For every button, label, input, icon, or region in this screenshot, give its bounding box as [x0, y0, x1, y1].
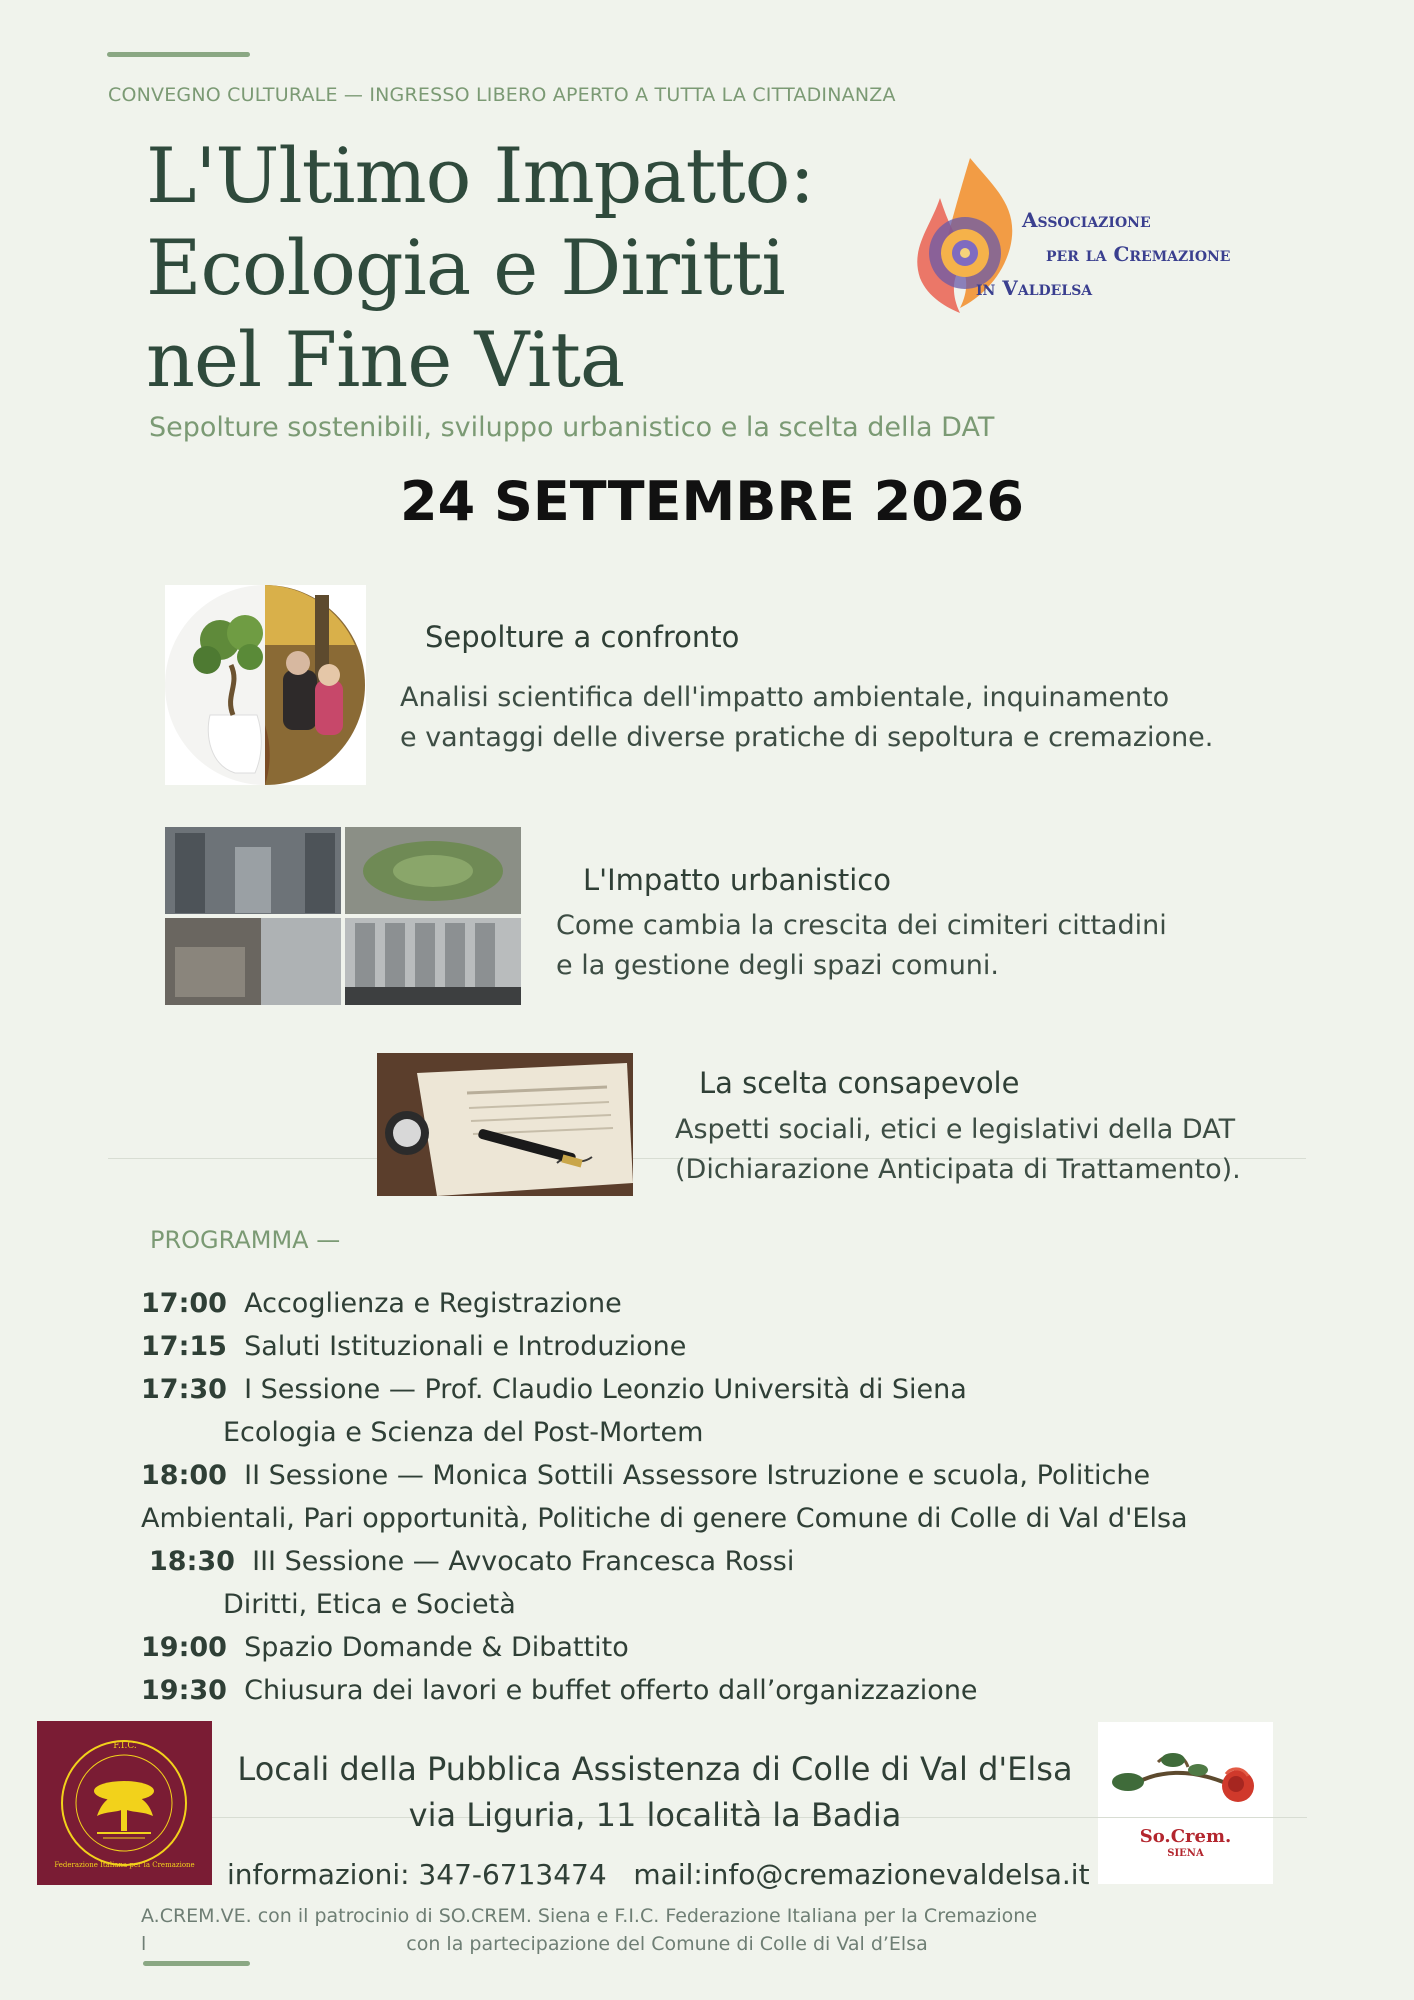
logo-line-3: in Valdelsa: [976, 276, 1093, 300]
contract-pen-photo: [377, 1053, 633, 1196]
contact-phone[interactable]: informazioni: 347-6713474: [227, 1858, 607, 1891]
program-schedule: [141, 1282, 1188, 1712]
section-3-text: [675, 1110, 1241, 1190]
top-rule: [107, 52, 250, 57]
schedule-text: I Sessione — Prof. Claudio Leonzio Università di Siena: [244, 1374, 967, 1405]
bottom-rule: [143, 1961, 250, 1966]
event-date: 24 SETTEMBRE 2026: [400, 470, 1024, 533]
city-collage-photo: [165, 827, 521, 1005]
title-line-1: L'Ultimo Impatto:: [146, 131, 815, 220]
footer-credits: [141, 1902, 1037, 1958]
logo-line-2: per la Cremazione: [1046, 242, 1231, 266]
section-2-text: [556, 906, 1167, 986]
contact-email[interactable]: mail:info@cremazionevaldelsa.it: [633, 1858, 1090, 1891]
section-2-text-line-1: Come cambia la crescita dei cimiteri cittadini: [556, 910, 1167, 941]
schedule-row: [141, 1540, 1188, 1583]
schedule-row: [141, 1325, 1188, 1368]
section-3-text-line-1: Aspetti sociali, etici e legislativi della DAT: [675, 1114, 1236, 1145]
schedule-time: 17:15: [141, 1331, 227, 1362]
schedule-time: 17:00: [141, 1288, 227, 1319]
schedule-time: 19:30: [141, 1675, 227, 1706]
section-3-heading: La scelta consapevole: [699, 1066, 1020, 1100]
title-line-3: nel Fine Vita: [146, 315, 625, 404]
schedule-text: II Sessione — Monica Sottili Assessore Istruzione e scuola, Politiche: [244, 1460, 1151, 1491]
schedule-time: 18:00: [141, 1460, 227, 1491]
event-subtitle: Sepolture sostenibili, sviluppo urbanistico e la scelta della DAT: [149, 412, 995, 443]
page-title: [146, 130, 814, 406]
rose-icon: [1098, 1722, 1273, 1832]
section-3-text-line-2: (Dichiarazione Anticipata di Trattamento).: [675, 1154, 1241, 1185]
contact-info: [227, 1858, 1090, 1891]
acremve-logo: [900, 148, 1290, 318]
fic-abbr: F.I.C.: [113, 1741, 137, 1751]
socrem-logo: [1098, 1722, 1273, 1884]
schedule-row: [141, 1368, 1188, 1411]
schedule-text: Spazio Domande & Dibattito: [244, 1632, 629, 1663]
schedule-text: Accoglienza e Registrazione: [244, 1288, 622, 1319]
fic-ring-text: Federazione Italiana per la Cremazione: [54, 1861, 195, 1869]
program-label: PROGRAMMA —: [150, 1226, 341, 1254]
schedule-row: [141, 1626, 1188, 1669]
schedule-time: 19:00: [141, 1632, 227, 1663]
footer-line-2-prefix: l: [141, 1933, 147, 1955]
section-1-text: [400, 678, 1213, 758]
schedule-text: III Sessione — Avvocato Francesca Rossi: [252, 1546, 795, 1577]
footer-line-1: A.CREM.VE. con il patrocinio di SO.CREM. Siena e F.I.C. Federazione Italiana per la Cremazione: [141, 1905, 1038, 1927]
schedule-time: 18:30: [149, 1546, 235, 1577]
section-2-heading: L'Impatto urbanistico: [583, 863, 891, 897]
section-2-text-line-2: e la gestione degli spazi comuni.: [556, 950, 1000, 981]
event-kicker: CONVEGNO CULTURALE — INGRESSO LIBERO APERTO A TUTTA LA CITTADINANZA: [108, 84, 896, 106]
schedule-subtitle: Ecologia e Scienza del Post-Mortem: [223, 1417, 704, 1448]
fic-logo: [37, 1721, 212, 1885]
socrem-city: SIENA: [1167, 1848, 1204, 1859]
section-1-heading: Sepolture a confronto: [425, 620, 740, 654]
schedule-time: 17:30: [141, 1374, 227, 1405]
schedule-text: Chiusura dei lavori e buffet offerto dall’organizzazione: [244, 1675, 978, 1706]
schedule-row: [141, 1669, 1188, 1712]
footer-line-2-text: con la partecipazione del Comune di Colle di Val d’Elsa: [406, 1933, 928, 1955]
schedule-subtitle: Diritti, Etica e Società: [223, 1589, 516, 1620]
logo-line-1: Associazione: [1022, 208, 1151, 232]
section-1-text-line-2: e vantaggi delle diverse pratiche di sepoltura e cremazione.: [400, 722, 1214, 753]
schedule-continuation: Ambientali, Pari opportunità, Politiche di genere Comune di Colle di Val d'Elsa: [141, 1503, 1188, 1534]
section-1-text-line-1: Analisi scientifica dell'impatto ambientale, inquinamento: [400, 682, 1170, 713]
footer-line-2: [141, 1930, 1037, 1958]
schedule-row: [141, 1282, 1188, 1325]
venue-line-1: Locali della Pubblica Assistenza di Colle di Val d'Elsa: [237, 1750, 1073, 1788]
schedule-row: [141, 1454, 1188, 1497]
socrem-name: So.Crem.: [1139, 1826, 1232, 1847]
venue-line-2: via Liguria, 11 località la Badia: [408, 1796, 902, 1834]
venue-address: [212, 1746, 1098, 1838]
title-line-2: Ecologia e Diritti: [146, 223, 785, 312]
schedule-text: Saluti Istituzionali e Introduzione: [244, 1331, 687, 1362]
urn-and-tree-photo: [165, 585, 366, 785]
